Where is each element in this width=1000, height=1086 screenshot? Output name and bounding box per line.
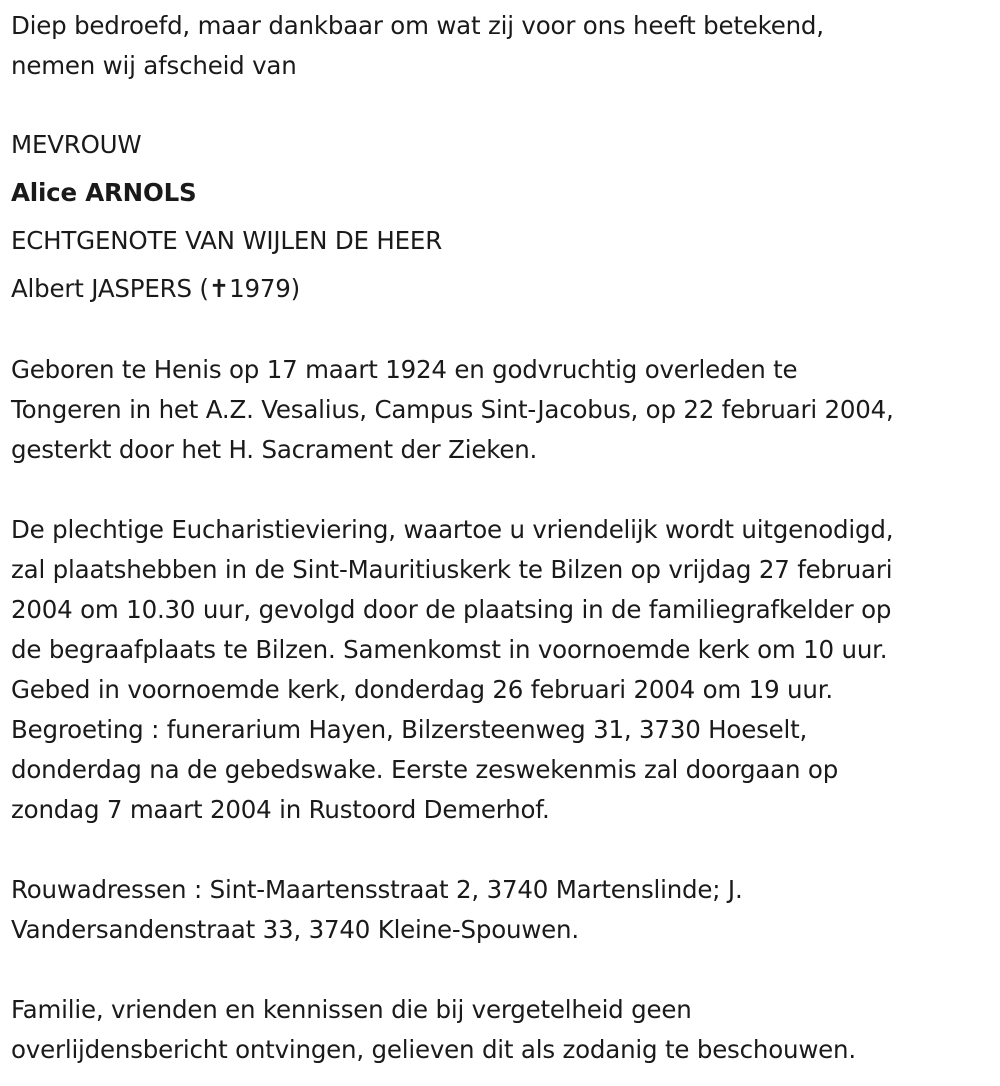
ceremony-paragraph [11,510,893,830]
ceremony-line-5: Gebed in voornoemde kerk, donderdag 26 februari 2004 om 19 uur. [11,675,833,704]
ceremony-line-1: De plechtige Eucharistieviering, waartoe u vriendelijk wordt uitgenodigd, [11,515,894,544]
closing-line-2: overlijdensbericht ontvingen, gelieven dit als zodanig te beschouwen. [11,1035,856,1064]
ceremony-line-7: donderdag na de gebedswake. Eerste zeswekenmis zal doorgaan op [11,755,839,784]
intro-line-1: Diep bedroefd, maar dankbaar om wat zij voor ons heeft betekend, [11,11,824,40]
addresses-line-1: Rouwadressen : Sint-Maartensstraat 2, 3740 Martenslinde; J. [11,875,743,904]
addresses-line-2: Vandersandenstraat 33, 3740 Kleine-Spouwen. [11,915,579,944]
addresses-paragraph [11,870,743,950]
birth-death-line-3: gesterkt door het H. Sacrament der Zieken. [11,435,538,464]
ceremony-line-4: de begraafplaats te Bilzen. Samenkomst in voornoemde kerk om 10 uur. [11,635,888,664]
deceased-relation: ECHTGENOTE VAN WIJLEN DE HEER [11,226,443,255]
spouse-name: Albert JASPERS (✝1979) [11,274,300,303]
ceremony-line-3: 2004 om 10.30 uur, gevolgd door de plaatsing in de familiegrafkelder op [11,595,892,624]
ceremony-line-6: Begroeting : funerarium Hayen, Bilzersteenweg 31, 3730 Hoeselt, [11,715,808,744]
ceremony-line-8: zondag 7 maart 2004 in Rustoord Demerhof. [11,795,550,824]
birth-death-paragraph [11,350,894,470]
deceased-title: MEVROUW [11,130,142,159]
intro-paragraph [11,6,824,86]
intro-line-2: nemen wij afscheid van [11,51,297,80]
deceased-name: Alice ARNOLS [11,178,197,207]
deceased-block [11,121,442,313]
closing-line-1: Familie, vrienden en kennissen die bij vergetelheid geen [11,995,692,1024]
birth-death-line-1: Geboren te Henis op 17 maart 1924 en godvruchtig overleden te [11,355,798,384]
ceremony-line-2: zal plaatshebben in de Sint-Mauritiuskerk te Bilzen op vrijdag 27 februari [11,555,893,584]
closing-paragraph [11,990,856,1070]
birth-death-line-2: Tongeren in het A.Z. Vesalius, Campus Sint-Jacobus, op 22 februari 2004, [11,395,894,424]
